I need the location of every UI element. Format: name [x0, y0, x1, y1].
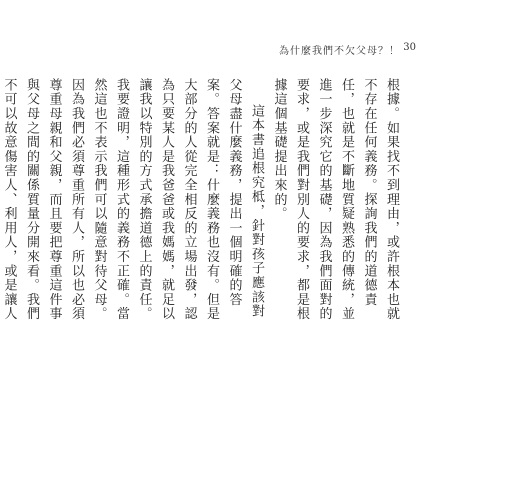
body-text	[1, 78, 402, 328]
running-title: 為什麼我們不欠父母？！	[279, 46, 400, 57]
paragraph-continued: 根據。如果找不到理由，或許根本也就不存在任何義務。探詢我們的道德責任，也就是不斷地質疑熟悉的傳統，並進一步深究它的基礎，因為我們面對的要求，或是我們對別人的要求，都是根據這個基礎提出來的。	[271, 78, 399, 322]
page-number: 30	[403, 42, 416, 53]
paragraph: 這本書追根究柢，針對孩子應該對父母盡什麼義務，提出一個明確的答案。答案就是：什麼義務也沒有。但是大部分的人從完全相反的立場出發，認為只要某人是我爸爸或我媽媽，就足以讓我以特別的方式承擔道德上的責任。我要證明，這種形式的義務不正確。當然這也不表示我們可以隨意對待父母。因為我們必須尊重所有人，所以也必須尊重母親和父親，而且要把尊重這件事與父母之間的關係質量分開來看。我們不可以故意傷害人、利用人，或是讓人	[1, 78, 264, 322]
